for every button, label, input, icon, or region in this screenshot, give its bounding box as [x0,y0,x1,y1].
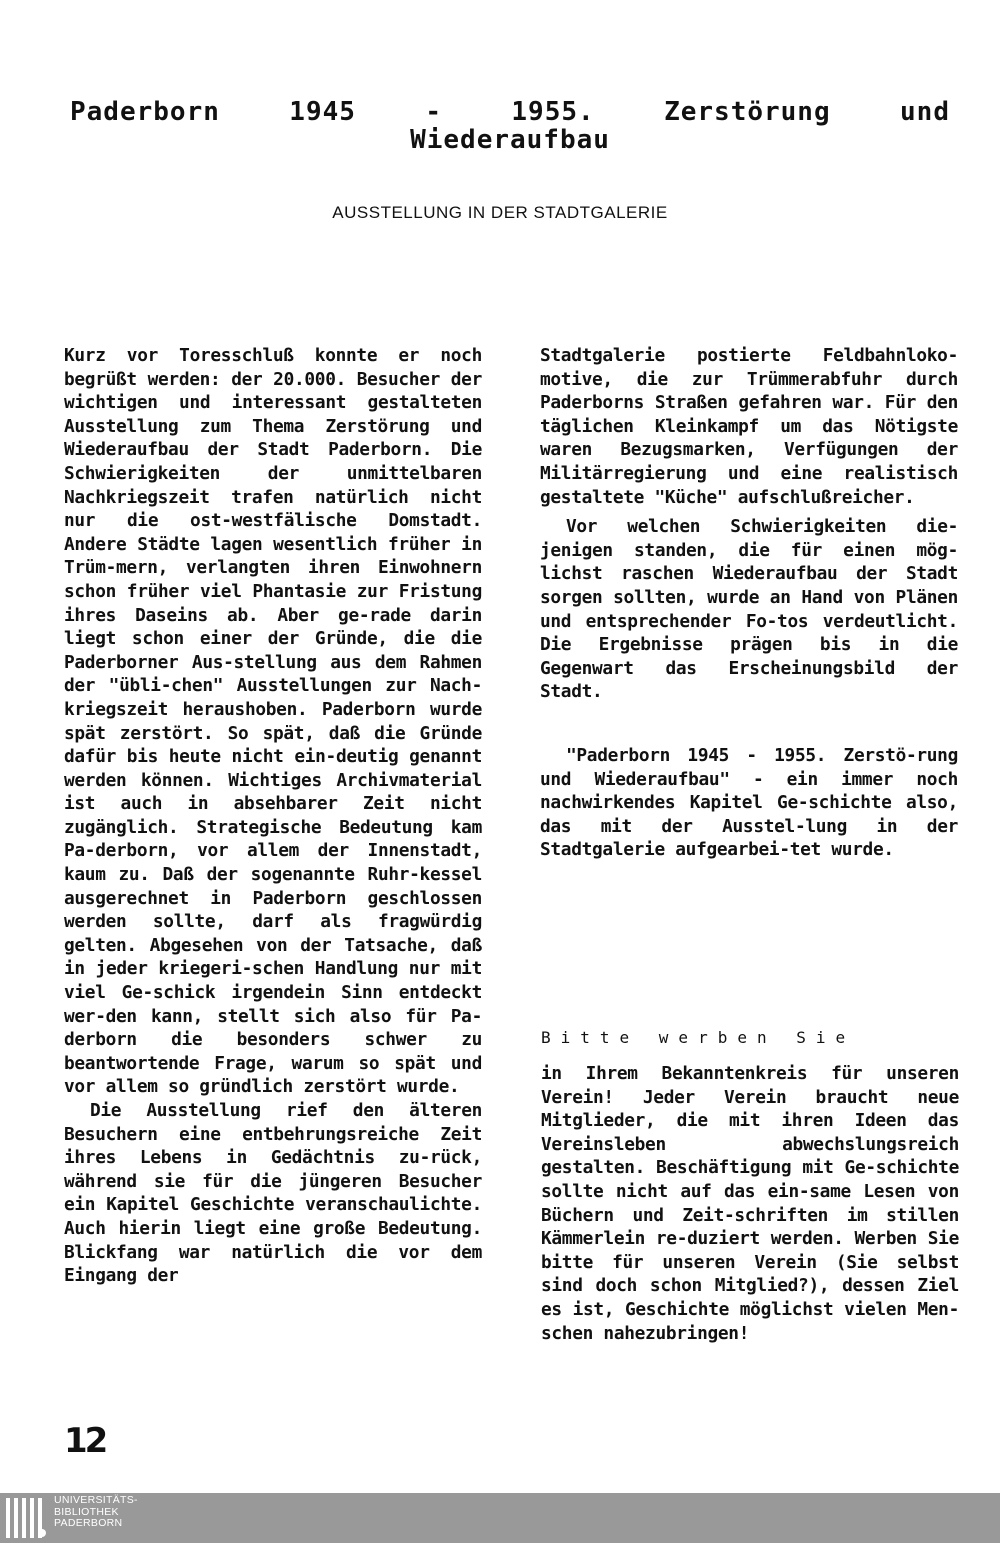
paragraph: Die Ausstellung rief den älteren Besuchern eine entbehrungsreiche Zeit ihres Lebens in Gedächtnis zu-rück, während sie für die jüngeren Besucher ein Kapitel Geschichte veranschaulichte. Auch hierin liegt eine große Bedeutung. Blickfang war natürlich die vor dem Eingang der [64,1100,482,1287]
paragraph: Stadtgalerie postierte Feldbahnloko-motive, die zur Trümmerabfuhr durch Paderborns Straßen gefahren war. Für den täglichen Kleinkampf um das Nötigste waren Bezugsmarken, Verfügungen der Militärregierung und eine realistisch gestaltete "Küche" aufschlußreicher. [540,345,958,508]
title-line-1: Paderborn 1945 - 1955. Zerstörung und [70,97,950,127]
article-subtitle: AUSSTELLUNG IN DER STADTGALERIE [332,203,668,222]
paragraph: "Paderborn 1945 - 1955. Zerstö-rung und Wiederaufbau" - ein immer noch nachwirkendes Kapitel Ge-schichte also, das mit der Ausstel-lung in der Stadtgalerie aufgearbei-tet wurde. [540,745,958,861]
footer-bar [0,1493,1000,1543]
library-name-line: BIBLIOTHEK [54,1505,119,1518]
title-line-2: Wiederaufbau [410,125,610,155]
box-text [541,1062,959,1345]
paragraph: in Ihrem Bekanntenkreis für unseren Verein! Jeder Verein braucht neue Mitglieder, die mit ihren Ideen das Vereinsleben abwechslungsreich gestalten. Beschäftigung mit Ge-schichte sollte nicht auf das ein-same Lesen von Büchern und Zeit-schriften im stillen Kämmerlein re-duziert werden. Werben Sie bitte für unseren Verein (Sie selbst sind doch schon Mitglied?), dessen Ziel es ist, Geschichte möglichst vielen Men-schen nahezubringen! [541,1063,959,1344]
logo-dot-icon [38,1529,46,1537]
page-number: 12 [64,1421,106,1461]
box-heading: Bitte werben Sie [541,1028,856,1047]
right-column [540,344,958,704]
left-column [64,344,482,1288]
library-name [54,1495,138,1530]
library-name-line: PADERBORN [54,1517,123,1529]
right-column-conclusion [540,744,958,862]
article-title [70,98,950,154]
library-name-line: UNIVERSITÄTS- [54,1494,138,1506]
paragraph: Kurz vor Toresschluß konnte er noch begrüßt werden: der 20.000. Besucher der wichtigen und interessant gestalteten Ausstellung zum Thema Zerstörung und Wiederaufbau der Stadt Paderborn. Die Schwierigkeiten der unmittelbaren Nachkriegszeit trafen natürlich nicht nur die ost-westfälische Domstadt. Andere Städte lagen wesentlich früher in Trüm-mern, verlangten ihren Einwohnern schon früher viel Phantasie zur Fristung ihres Daseins ab. Aber ge-rade darin liegt schon einer der Gründe, die die Paderborner Aus-stellung aus dem Rahmen der "übli-chen" Ausstellungen zur Nach-kriegszeit heraushoben. Paderborn wurde spät zerstört. So spät, daß die Gründe dafür bis heute nicht ein-deutig genannt werden können. Wichtiges Archivmaterial ist auch in absehbarer Zeit nicht zugänglich. Strategische Bedeutung kam Pa-derborn, vor allem der Innenstadt, kaum zu. Daß der sogenannte Ruhr-kessel ausgerechnet in Paderborn geschlossen werden sollte, darf als fragwürdig gelten. Abgesehen von der Tatsache, daß in jeder kriegeri-schen Handlung nur mit viel Ge-schick irgendein Sinn entdeckt wer-den kann, stellt sich also für Pa-derborn die besonders schwer zu beantwortende Frage, warum so spät und vor allem so gründlich zerstört wurde. [64,345,482,1098]
paragraph: Vor welchen Schwierigkeiten die-jenigen standen, die für einen mög-lichst raschen Wiederaufbau der Stadt sorgen sollten, wurde an Hand von Plänen und entsprechender Fo-tos verdeutlicht. Die Ergebnisse prägen bis in die Gegenwart das Erscheinungsbild der Stadt. [540,516,958,703]
